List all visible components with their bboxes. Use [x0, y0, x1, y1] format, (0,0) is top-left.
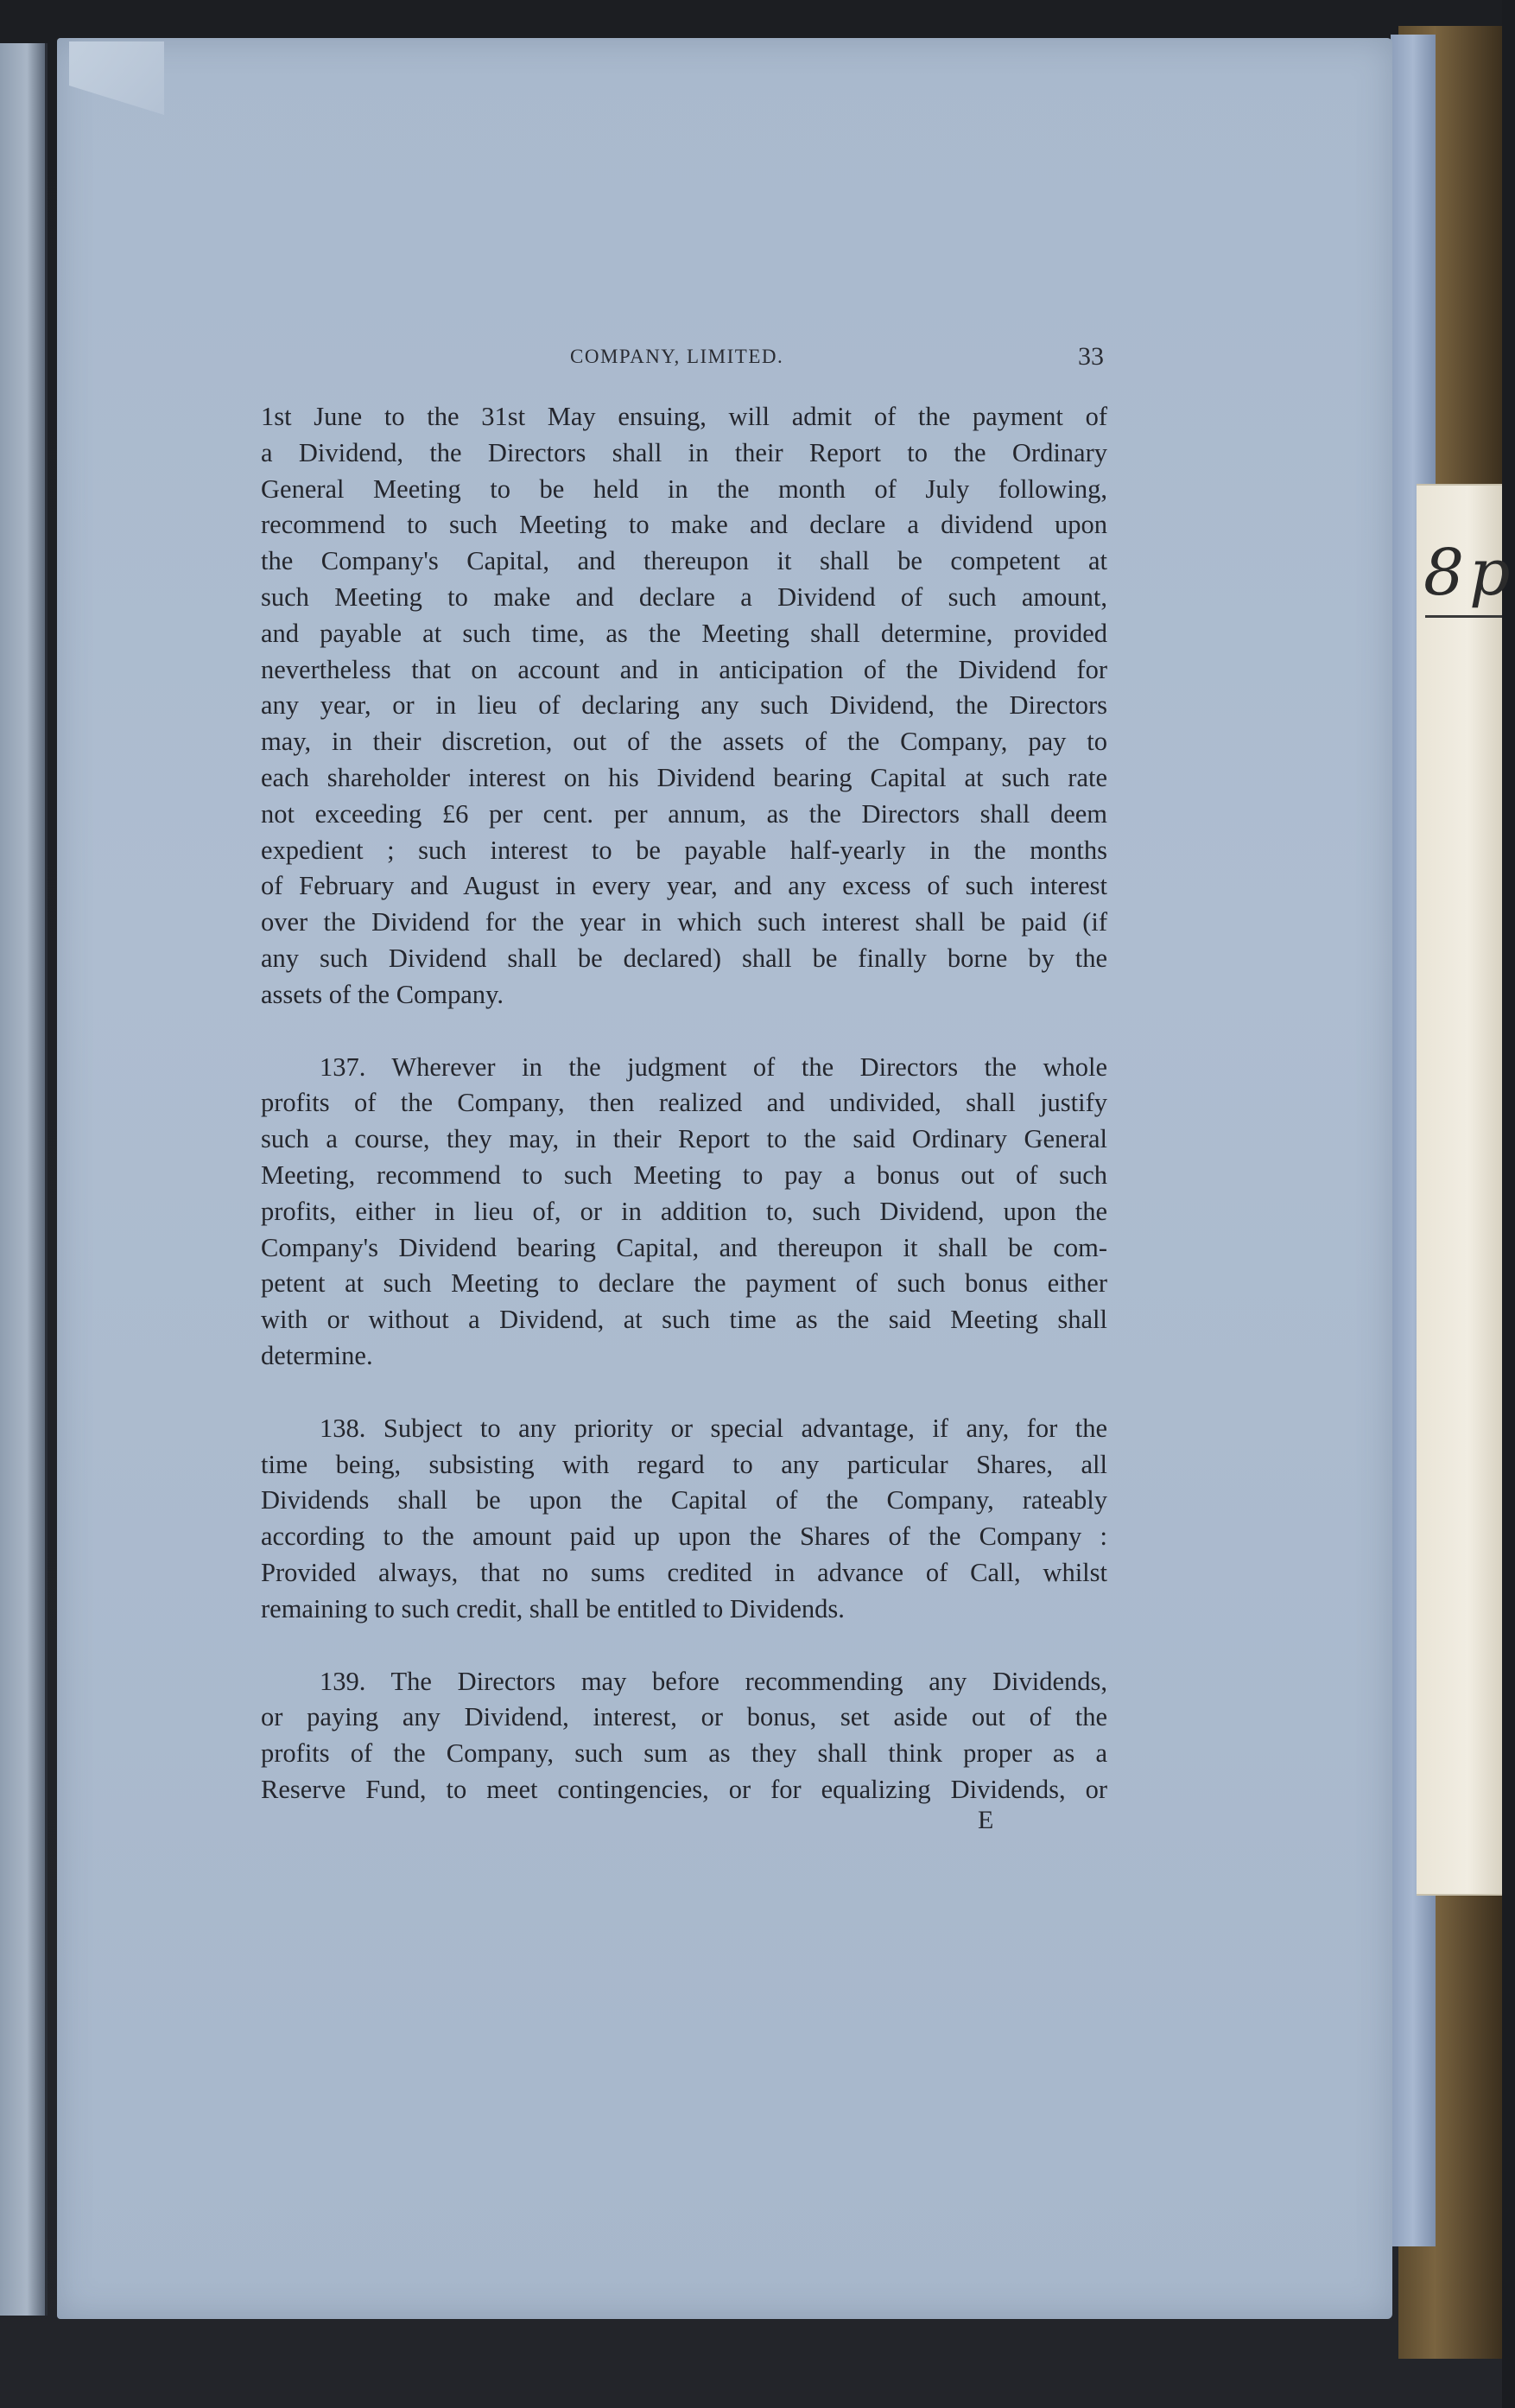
text-line: Company's Dividend bearing Capital, and thereupon it shall be com- — [261, 1232, 1107, 1262]
text-line: Reserve Fund, to meet contingencies, or for equalizing Dividends, or — [261, 1774, 1107, 1804]
text-line: expedient ; such interest to be payable half-yearly in the months — [261, 835, 1107, 865]
text-line: a Dividend, the Directors shall in their Report to the Ordinary — [261, 437, 1107, 467]
text-line: time being, subsisting with regard to any particular Shares, all — [261, 1449, 1107, 1479]
text-line: over the Dividend for the year in which such interest shall be paid (if — [261, 907, 1107, 937]
text-line: of February and August in every year, and any excess of such interest — [261, 871, 1107, 901]
text-line: 1st June to the 31st May ensuing, will admit of the payment of — [261, 402, 1107, 431]
text-line: 137. Wherever in the judgment of the Directors the whole — [320, 1052, 1107, 1082]
text-line: profits of the Company, then realized and undivided, shall justify — [261, 1088, 1107, 1118]
signature-mark: E — [978, 1806, 994, 1834]
text-line: and payable at such time, as the Meeting shall determine, provided — [261, 618, 1107, 648]
paragraph-139 — [261, 1664, 1107, 1808]
text-line: profits, either in lieu of, or in addition to, such Dividend, upon the — [261, 1196, 1107, 1226]
text-line: remaining to such credit, shall be entitled to Dividends. — [261, 1593, 845, 1623]
text-line: not exceeding £6 per cent. per annum, as the Directors shall deem — [261, 798, 1107, 829]
text-line: petent at such Meeting to declare the payment of such bonus either — [261, 1268, 1107, 1299]
body-text — [261, 399, 1107, 1808]
text-line: determine. — [261, 1340, 373, 1370]
text-line: Meeting, recommend to such Meeting to pay a bonus out of such — [261, 1160, 1107, 1190]
paragraph-138 — [261, 1411, 1107, 1628]
paragraph-137 — [261, 1050, 1107, 1375]
text-line: nevertheless that on account and in anticipation of the Dividend for — [261, 654, 1107, 684]
text-line: General Meeting to be held in the month of July following, — [261, 473, 1107, 504]
left-page-edge — [0, 43, 48, 2316]
slip-handwriting: 8p — [1423, 536, 1515, 610]
text-line: any such Dividend shall be declared) shall be finally borne by the — [261, 943, 1107, 973]
slip-underline — [1425, 615, 1502, 618]
text-line: according to the amount paid up upon the Shares of the Company : — [261, 1522, 1107, 1552]
text-line: each shareholder interest on his Dividend bearing Capital at such rate — [261, 762, 1107, 792]
text-line: such Meeting to make and declare a Dividend of such amount, — [261, 581, 1107, 612]
text-line: any year, or in lieu of declaring any such Dividend, the Directors — [261, 690, 1107, 721]
text-line: 139. The Directors may before recommending any Dividends, — [320, 1666, 1107, 1696]
text-line: such a course, they may, in their Report to the said Ordinary General — [261, 1124, 1107, 1154]
running-title: COMPANY, LIMITED. — [570, 346, 784, 367]
text-line: the Company's Capital, and thereupon it shall be competent at — [261, 546, 1107, 576]
page-number: 33 — [1078, 342, 1104, 371]
text-line: or paying any Dividend, interest, or bonus, set aside out of the — [261, 1702, 1107, 1732]
text-line: Dividends shall be upon the Capital of the Company, rateably — [261, 1485, 1107, 1515]
paper-slip — [1417, 484, 1502, 1896]
text-line: may, in their discretion, out of the assets of the Company, pay to — [261, 727, 1107, 757]
text-line: profits of the Company, such sum as they shall think proper as a — [261, 1738, 1107, 1769]
text-line: assets of the Company. — [261, 979, 504, 1009]
text-line: recommend to such Meeting to make and declare a dividend upon — [261, 510, 1107, 540]
text-line: 138. Subject to any priority or special advantage, if any, for the — [320, 1413, 1107, 1443]
running-head — [57, 342, 1392, 380]
paragraph-continuation — [261, 399, 1107, 1013]
text-line: with or without a Dividend, at such time as the said Meeting shall — [261, 1305, 1107, 1335]
text-line: Provided always, that no sums credited in advance of Call, whilst — [261, 1557, 1107, 1587]
